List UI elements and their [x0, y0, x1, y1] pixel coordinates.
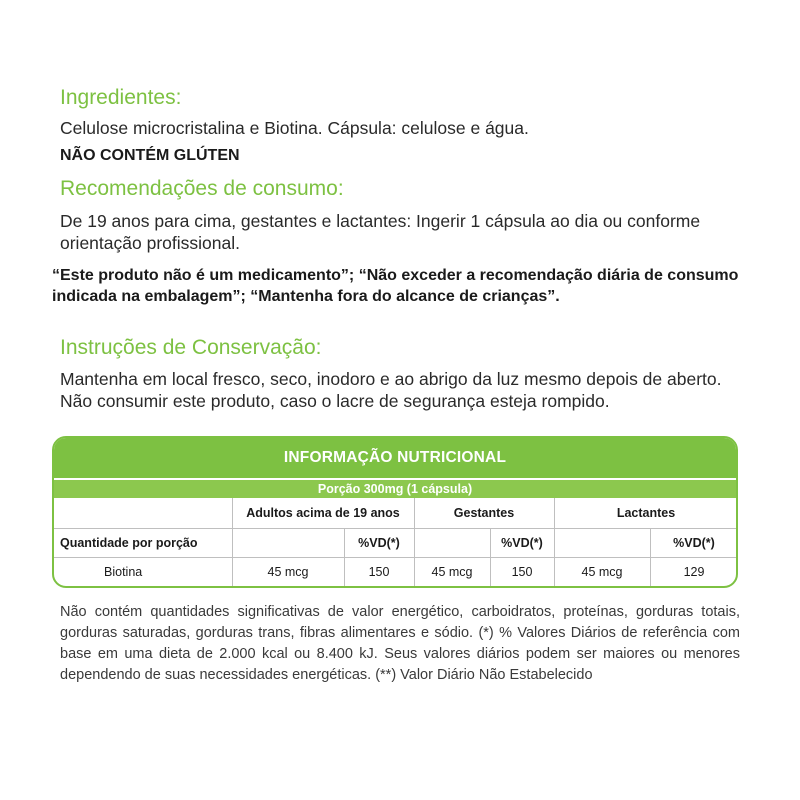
nutrition-grid: [54, 498, 736, 588]
pregnant-vd: 150: [511, 564, 533, 579]
lactating-vd: 129: [683, 564, 705, 579]
vd-header-pregnant: %VD(*): [501, 535, 543, 550]
warning-text: “Este produto não é um medicamento”; “Não exceder a recomendação diária de consumo indicada na embalagem”; “Mantenha fora do alcance de crianças”.: [52, 267, 739, 305]
group-header-pregnant: Gestantes: [453, 506, 515, 520]
conservation-heading: Instruções de Conservação:: [60, 336, 322, 359]
nutrition-footnote: Não contém quantidades significativas de valor energético, carboidratos, proteínas, gorduras totais, gorduras saturadas, gorduras trans, fibras alimentares e sódio. (*) % Valores Diários de referência com base em uma dieta de 2.000 kcal ou 8.400 kJ. Seus valores diários podem ser maiores ou menores dependendo de suas necessidades energéticas. (**) Valor Diário Não Estabelecido: [60, 604, 740, 683]
nutrition-portion: Porção 300mg (1 cápsula): [54, 478, 736, 498]
gluten-notice: NÃO CONTÉM GLÚTEN: [60, 147, 240, 164]
group-header-adults: Adultos acima de 19 anos: [246, 506, 400, 520]
row-header-quantity: Quantidade por porção: [60, 535, 198, 550]
adults-vd: 150: [368, 564, 390, 579]
vd-header-lactating: %VD(*): [673, 535, 715, 550]
pregnant-amount: 45 mcg: [431, 564, 473, 579]
adults-amount: 45 mcg: [267, 564, 309, 579]
ingredients-heading: Ingredientes:: [60, 86, 182, 109]
group-header-lactating: Lactantes: [616, 506, 676, 520]
nutrition-title: INFORMAÇÃO NUTRICIONAL: [54, 438, 736, 478]
ingredients-text: Celulose microcristalina e Biotina. Cápsula: celulose e água.: [60, 118, 529, 138]
recommendations-heading: Recomendações de consumo:: [60, 177, 344, 200]
nutrient-name: Biotina: [104, 564, 143, 579]
lactating-amount: 45 mcg: [581, 564, 623, 579]
recommendations-text: De 19 anos para cima, gestantes e lactantes: Ingerir 1 cápsula ao dia ou conforme orientação profissional.: [60, 211, 701, 253]
vd-header-adults: %VD(*): [358, 535, 400, 550]
conservation-text: Mantenha em local fresco, seco, inodoro e ao abrigo da luz mesmo depois de aberto. Não consumir este produto, caso o lacre de segurança esteja rompido.: [60, 369, 722, 411]
nutrition-table: [52, 436, 738, 588]
